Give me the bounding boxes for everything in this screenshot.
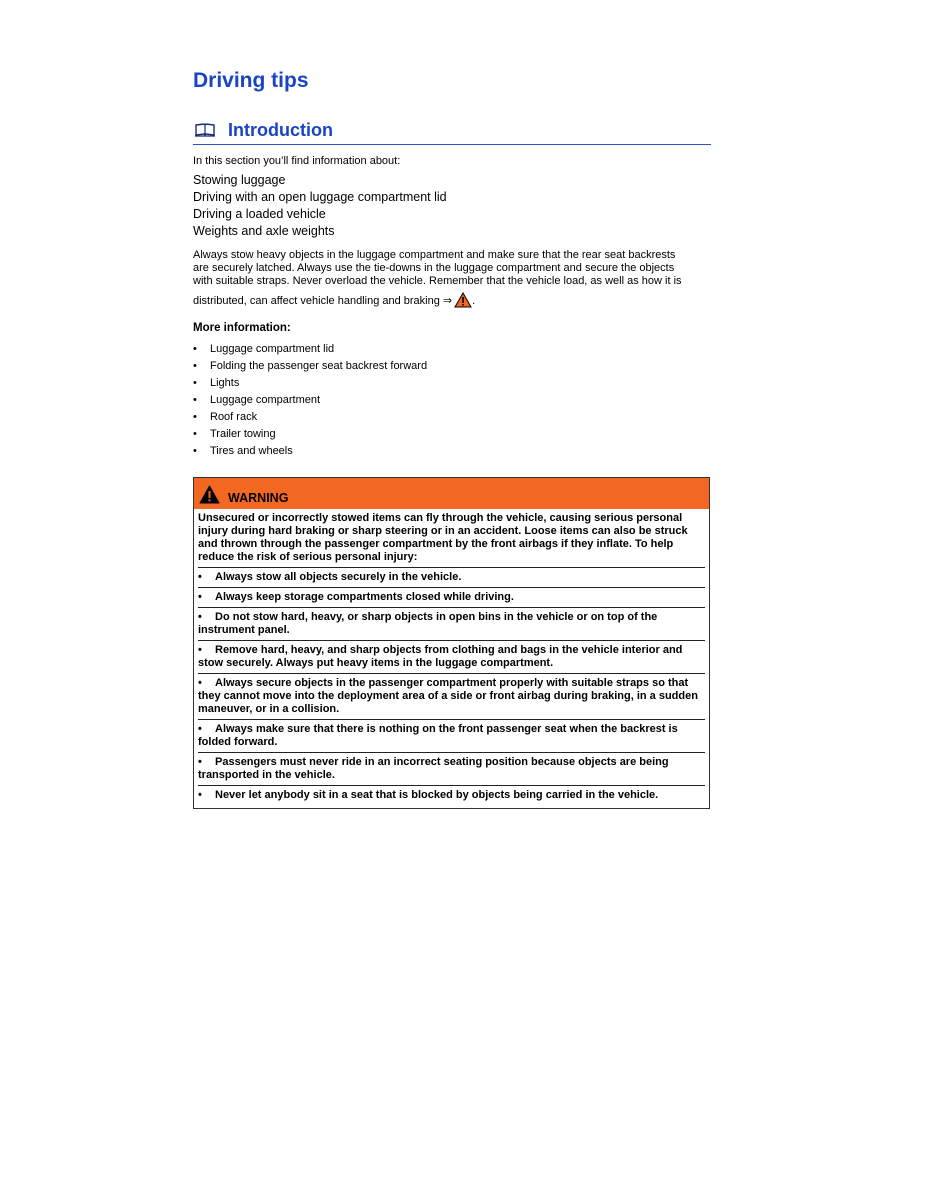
more-info-item[interactable]: • Lights <box>193 375 711 392</box>
intro-text: In this section you’ll find information about: <box>193 155 401 167</box>
topic-item[interactable]: Weights and axle weights <box>193 224 335 238</box>
paragraph-last-line <box>193 292 711 308</box>
paragraph-line: Always stow heavy objects in the luggage compartment and make sure that the rear seat backrests <box>193 249 676 261</box>
more-info-item[interactable]: • Luggage compartment <box>193 392 711 409</box>
page-title: Driving tips <box>193 69 309 92</box>
warning-item-text: Passengers must never ride in an incorrect seating position because objects are being transported in the vehicle. <box>198 756 669 781</box>
more-info-item[interactable]: • Roof rack <box>193 409 711 426</box>
warning-item-text: Always stow all objects securely in the vehicle. <box>215 571 462 583</box>
more-info-item[interactable]: • Luggage compartment lid <box>193 341 711 358</box>
more-info-item[interactable]: • Folding the passenger seat backrest forward <box>193 358 711 375</box>
warning-item: • Always make sure that there is nothing on the front passenger seat when the backrest is folded forward. <box>198 719 705 752</box>
book-icon <box>195 123 215 137</box>
warning-item: • Always secure objects in the passenger compartment properly with suitable straps so that they cannot move into the deployment area of a side or front airbag during braking, in a sudden maneuver, or in a collision. <box>198 673 705 719</box>
warning-item-text: Do not stow hard, heavy, or sharp objects in open bins in the vehicle or on top of the instrument panel. <box>198 611 658 636</box>
warning-item-text: Never let anybody sit in a seat that is blocked by objects being carried in the vehicle. <box>215 789 659 801</box>
warning-triangle-icon[interactable] <box>454 292 472 308</box>
more-info-list <box>193 341 711 460</box>
warning-item: • Always keep storage compartments closed while driving. <box>198 587 705 607</box>
body-paragraph <box>193 249 711 308</box>
more-info-item[interactable]: • Trailer towing <box>193 426 711 443</box>
warning-body <box>194 509 709 808</box>
topic-list <box>193 172 711 240</box>
warning-title: WARNING <box>228 491 289 505</box>
warning-item: • Never let anybody sit in a seat that is blocked by objects being carried in the vehicle. <box>198 785 705 805</box>
paragraph-punct: . <box>472 295 476 307</box>
more-info-heading: More information: <box>193 322 291 334</box>
warning-item: • Always stow all objects securely in the vehicle. <box>198 567 705 587</box>
warning-item-text: Always secure objects in the passenger compartment properly with suitable straps so that they cannot move into the deployment area of a side or front airbag during braking, in a sudden maneuver, or in a collision. <box>198 677 698 715</box>
warning-triangle-icon <box>199 485 220 504</box>
more-info-item[interactable]: • Tires and wheels <box>193 443 711 460</box>
warning-intro: Unsecured or incorrectly stowed items can fly through the vehicle, causing serious personal injury during hard braking or sharp steering or in an accident. Loose items can also be struck and thrown through the passenger compartment by the front airbags if they inflate. To help reduce the risk of serious personal injury: <box>198 512 688 563</box>
paragraph-line: are securely latched. Always use the tie-downs in the luggage compartment and secure the objects <box>193 262 675 274</box>
warning-item: • Passengers must never ride in an incorrect seating position because objects are being transported in the vehicle. <box>198 752 705 785</box>
section-header <box>193 118 711 145</box>
topic-item[interactable]: Stowing luggage <box>193 173 286 187</box>
warning-box <box>193 477 710 809</box>
section-title: Introduction <box>228 120 333 140</box>
warning-item-text: Always make sure that there is nothing on the front passenger seat when the backrest is folded forward. <box>198 723 678 748</box>
warning-item: • Do not stow hard, heavy, or sharp objects in open bins in the vehicle or on top of the instrument panel. <box>198 607 705 640</box>
paragraph-line: distributed, can affect vehicle handling and braking ⇒ <box>193 295 453 307</box>
warning-item-text: Remove hard, heavy, and sharp objects from clothing and bags in the vehicle interior and stow securely. Always put heavy items in the luggage compartment. <box>198 644 683 669</box>
topic-item[interactable]: Driving with an open luggage compartment lid <box>193 190 447 204</box>
warning-item-text: Always keep storage compartments closed while driving. <box>215 591 514 603</box>
warning-header <box>194 478 709 509</box>
paragraph-line: with suitable straps. Never overload the vehicle. Remember that the vehicle load, as well as how it is <box>193 275 682 287</box>
warning-item: • Remove hard, heavy, and sharp objects from clothing and bags in the vehicle interior and stow securely. Always put heavy items in the luggage compartment. <box>198 640 705 673</box>
page-content <box>193 66 711 809</box>
topic-item[interactable]: Driving a loaded vehicle <box>193 207 326 221</box>
